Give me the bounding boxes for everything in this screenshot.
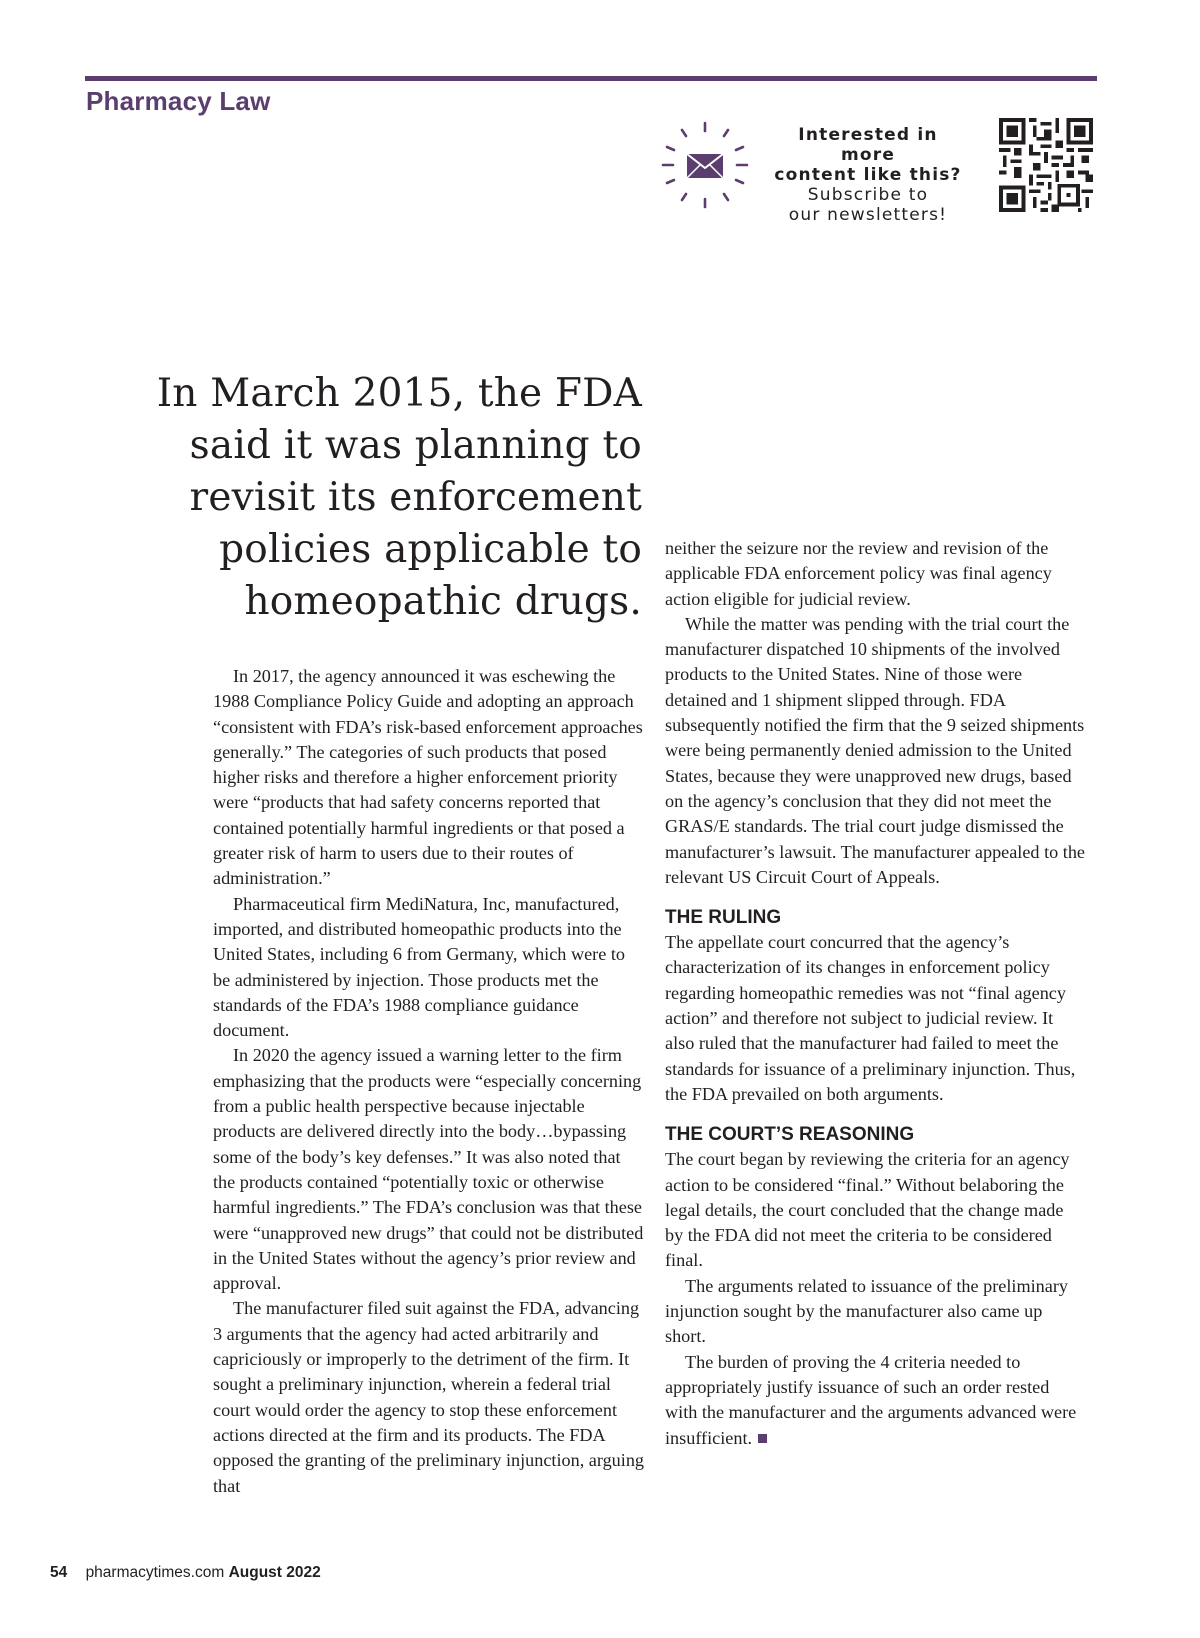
newsletter-line-1: Interested in more (798, 125, 938, 165)
body-paragraph: The court began by reviewing the criteria for an agency action to be considered “final.” Without belaboring the legal details, the court concluded that the change made by the FDA did not meet the criteria to be considered final. (665, 1149, 1070, 1271)
body-paragraph: In 2020 the agency issued a warning letter to the firm emphasizing that the products were “especially concerning from a public health perspective because injectable products are delivered directly into the body…bypassing some of the body’s key defenses.” It was also noted that the products contained “potentially toxic or otherwise harmful ingredients.” The FDA’s conclusion was that these were “unapproved new drugs” that could not be distributed in the United States without the agency’s prior review and approval. (213, 1045, 644, 1294)
footer-issue-date: August 2022 (228, 1564, 321, 1581)
page-number: 54 (50, 1564, 68, 1581)
newsletter-promo[interactable] (768, 125, 968, 225)
body-paragraph: While the matter was pending with the trial court the manufacturer dispatched 10 shipments of the involved products to the United States. Nine of those were detained and 1 shipment slipped through. FDA subsequently notified the firm that the 9 seized shipments were being permanently denied admission to the United States, because they were unapproved new drugs, based on the agency’s conclusion that they did not meet the GRAS/E standards. The trial court judge dismissed the manufacturer’s lawsuit. The manufacturer appealed to the relevant US Circuit Court of Appeals. (665, 613, 1085, 887)
section-label: Pharmacy Law (86, 86, 271, 116)
body-paragraph: neither the seizure nor the review and revision of the applicable FDA enforcement policy was final agency action eligible for judicial review. (665, 538, 1052, 609)
end-of-article-mark (758, 1434, 767, 1443)
body-paragraph: The arguments related to issuance of the preliminary injunction sought by the manufacturer also came up short. (665, 1275, 1068, 1347)
newsletter-line-2: content like this? (774, 165, 962, 185)
envelope-burst-icon (660, 120, 750, 210)
top-rule (85, 76, 1097, 81)
newsletter-line-4: our newsletters! (788, 205, 948, 225)
newsletter-line-3: Subscribe to (807, 185, 929, 205)
page-footer (50, 1564, 321, 1582)
footer-site: pharmacytimes.com (85, 1564, 225, 1581)
final-paragraph-text: The burden of proving the 4 criteria needed to appropriately justify issuance of such an order rested with the manufacturer and the arguments advanced were insufficient. (665, 1351, 1077, 1448)
body-paragraph: The appellate court concurred that the agency’s characterization of its changes in enforcement policy regarding homeopathic remedies was not “final agency action” and therefore not subject to judicial review. It also ruled that the manufacturer had failed to meet the standards for issuance of a preliminary injunction. Thus, the FDA prevailed on both arguments. (665, 932, 1076, 1104)
reasoning-heading: THE COURT’S REASONING (665, 1124, 915, 1146)
ruling-heading: THE RULING (665, 907, 782, 929)
article-right-column (665, 536, 1085, 1451)
body-paragraph: In 2017, the agency announced it was eschewing the 1988 Compliance Policy Guide and adopting an approach “consistent with FDA’s risk-based enforcement approaches generally.” The categories of such products that posed higher risks and therefore a higher enforcement priority were “products that had safety concerns reported that contained potentially harmful ingredients or that posed a greater risk of harm to users due to their routes of administration.” (213, 666, 643, 889)
article-left-column (213, 664, 645, 1499)
body-paragraph: The manufacturer filed suit against the FDA, advancing 3 arguments that the agency had acted arbitrarily and capriciously or improperly to the detriment of the firm. It sought a preliminary injunction, wherein a federal trial court would order the agency to stop these enforcement actions directed at the firm and its products. The FDA opposed the granting of the preliminary injunction, arguing that (213, 1298, 645, 1496)
body-paragraph-final (665, 1350, 1085, 1451)
body-paragraph: Pharmaceutical firm MediNatura, Inc, manufactured, imported, and distributed homeopathic products into the United States, including 6 from Germany, which were to be administered by injection. Those products met the standards of the FDA’s 1988 compliance guidance document. (213, 893, 625, 1041)
pull-quote: In March 2015, the FDA said it was planning to revisit its enforcement policies applicable to homeopathic drugs. (156, 371, 642, 624)
qr-code[interactable] (998, 118, 1094, 212)
